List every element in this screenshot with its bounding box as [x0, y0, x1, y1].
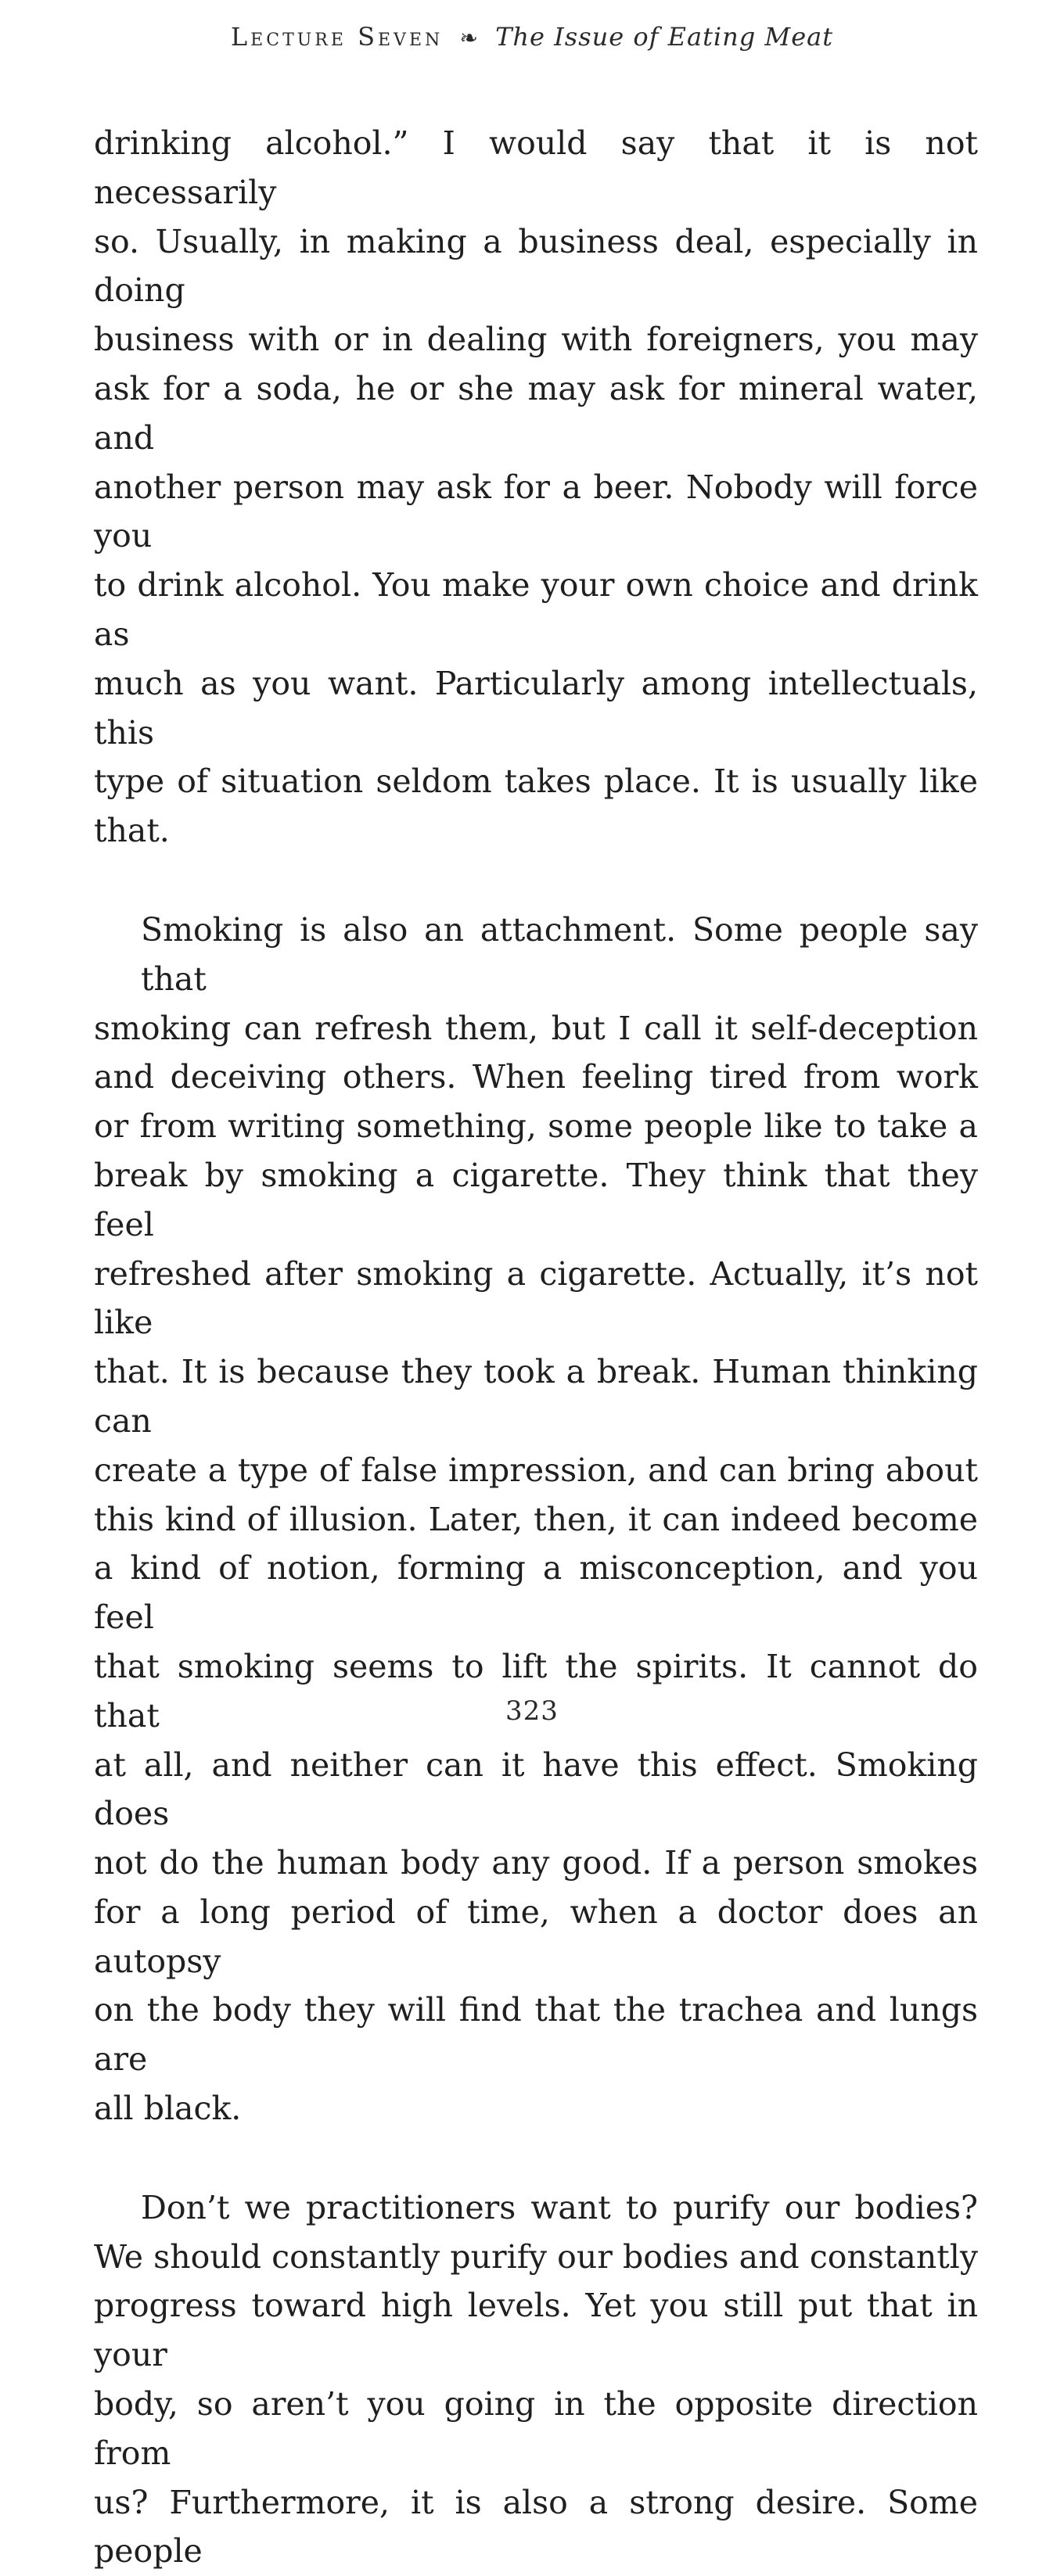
- text-line: business with or in dealing with foreigners, you may: [94, 321, 978, 359]
- text-line: that. It is because they took a break. Human thinking can: [94, 1353, 978, 1440]
- text-line: not do the human body any good. If a person smokes: [94, 1844, 978, 1882]
- text-line: smoking can refresh them, but I call it self-deception: [94, 1009, 978, 1047]
- running-head: [0, 22, 1064, 52]
- text-line-indented: Smoking is also an attachment. Some people say that: [141, 910, 978, 998]
- text-line: and deceiving others. When feeling tired from work: [94, 1058, 978, 1096]
- text-line: this kind of illusion. Later, then, it can indeed become: [94, 1500, 978, 1538]
- text-line: another person may ask for a beer. Nobody will force you: [94, 468, 978, 555]
- text-line: We should constantly purify our bodies and constantly: [94, 2237, 978, 2276]
- paragraph-2: [94, 906, 978, 2133]
- text-line: break by smoking a cigarette. They think that they feel: [94, 1156, 978, 1243]
- text-line: to drink alcohol. You make your own choice and drink as: [94, 566, 978, 653]
- text-line: so. Usually, in making a business deal, especially in doing: [94, 222, 978, 310]
- text-line: refreshed after smoking a cigarette. Actually, it’s not like: [94, 1254, 978, 1342]
- running-head-lecture: Lecture Seven: [230, 22, 444, 52]
- paragraph-1: [94, 119, 978, 856]
- text-line-last: all black.: [94, 2090, 242, 2128]
- running-head-title: The Issue of Eating Meat: [495, 22, 834, 52]
- paragraph-gap: [94, 2133, 978, 2183]
- text-line: body, so aren’t you going in the opposite direction from: [94, 2385, 978, 2472]
- text-line: that smoking seems to lift the spirits. It cannot do that: [94, 1647, 978, 1735]
- body-text: [94, 119, 978, 2576]
- text-line-indented: Don’t we practitioners want to purify our bodies?: [141, 2188, 978, 2226]
- text-line: drinking alcohol.” I would say that it is not necessarily: [94, 124, 978, 211]
- paragraph-3: [94, 2183, 978, 2576]
- text-line: create a type of false impression, and can bring about: [94, 1451, 978, 1489]
- text-line: for a long period of time, when a doctor does an autopsy: [94, 1893, 978, 1980]
- text-line: much as you want. Particularly among intellectuals, this: [94, 664, 978, 752]
- page-number: 323: [505, 1695, 559, 1727]
- fleuron-ornament: ❧: [459, 25, 479, 51]
- text-line: progress toward high levels. Yet you still put that in your: [94, 2287, 978, 2374]
- text-line: at all, and neither can it have this effect. Smoking does: [94, 1745, 978, 1833]
- text-line: us? Furthermore, it is also a strong desire. Some people: [94, 2483, 978, 2571]
- text-line: a kind of notion, forming a misconception, and you feel: [94, 1549, 978, 1637]
- paragraph-gap: [94, 856, 978, 906]
- text-line: ask for a soda, he or she may ask for mineral water, and: [94, 369, 978, 457]
- text-line: on the body they will find that the trachea and lungs are: [94, 1991, 978, 2079]
- text-line: type of situation seldom takes place. It is usually like that.: [94, 762, 978, 850]
- text-line: or from writing something, some people like to take a: [94, 1107, 978, 1146]
